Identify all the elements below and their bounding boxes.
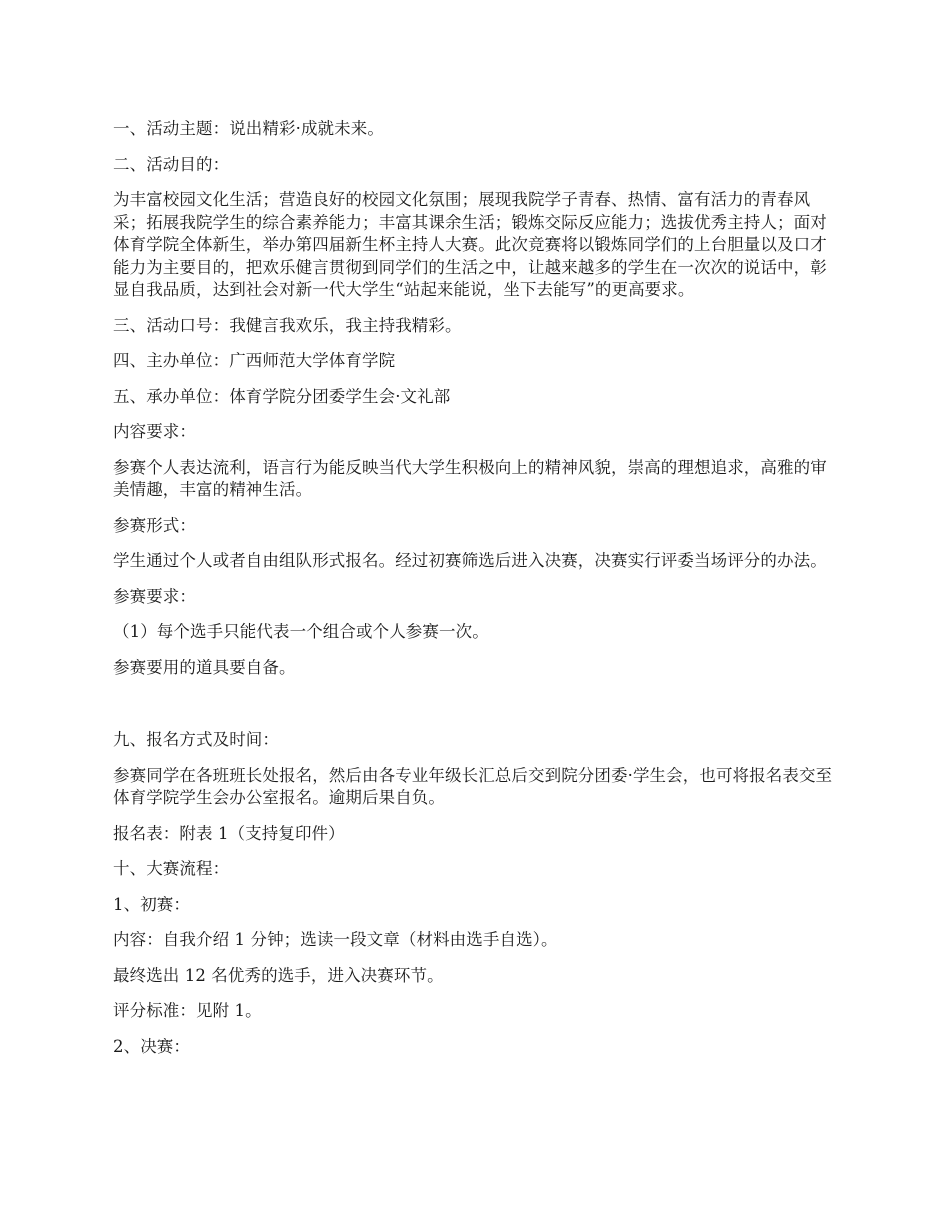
preliminary-heading: 1、初赛：	[113, 894, 190, 914]
content-requirements-paragraph: 参赛个人表达流利，语言行为能反映当代大学生积极向上的精神风貌，崇高的理想追求，高雅的审美情趣，丰富的精神生活。	[113, 457, 827, 499]
format-paragraph: 学生通过个人或者自由组队形式报名。经过初赛筛选后进入决赛，决赛实行评委当场评分的办法。	[113, 551, 827, 570]
scoring-standard: 评分标准：见附 1。	[113, 1001, 262, 1020]
host-unit-line: 五、承办单位：体育学院分团委学生会·文礼部	[113, 386, 451, 406]
purpose-heading: 二、活动目的：	[113, 154, 230, 174]
process-heading: 十、大赛流程：	[113, 859, 230, 878]
theme-line: 一、活动主题：说出精彩·成就未来。	[113, 119, 384, 138]
slogan-line: 三、活动口号：我健言我欢乐，我主持我精彩。	[113, 315, 462, 335]
preliminary-selection: 最终选出 12 名优秀的选手，进入决赛环节。	[113, 965, 444, 985]
section-gap	[113, 692, 840, 729]
registration-heading: 九、报名方式及时间：	[113, 730, 279, 749]
format-heading: 参赛形式：	[113, 515, 196, 535]
props-note: 参赛要用的道具要自备。	[113, 657, 296, 677]
registration-form-line: 报名表：附表 1（支持复印件）	[113, 823, 345, 843]
final-heading: 2、决赛：	[113, 1036, 190, 1056]
registration-paragraph: 参赛同学在各班班长处报名，然后由各专业年级长汇总后交到院分团委·学生会，也可将报名表交至体育学院学生会办公室报名。逾期后果自负。	[113, 765, 833, 807]
entry-requirements-heading: 参赛要求：	[113, 586, 196, 606]
purpose-paragraph: 为丰富校园文化生活；营造良好的校园文化氛围；展现我院学子青春、热情、富有活力的青春风采；拓展我院学生的综合素养能力；丰富其课余生活；锻炼交际反应能力；选拔优秀主持人；面对体育学院全体新生，举办第四届新生杯主持人大赛。此次竞赛将以锻炼同学们的上台胆量以及口才能力为主要目的，把欢乐健言贯彻到同学们的生活之中，让越来越多的学生在一次次的说话中，彰显自我品质，达到社会对新一代大学生“站起来能说，坐下去能写”的更高要求。	[113, 190, 827, 299]
content-requirements-heading: 内容要求：	[113, 422, 196, 441]
requirement-item-1: （1）每个选手只能代表一个组合或个人参赛一次。	[113, 622, 489, 641]
preliminary-content: 内容：自我介绍 1 分钟；选读一段文章（材料由选手自选）。	[113, 930, 558, 949]
organizer-line: 四、主办单位：广西师范大学体育学院	[113, 351, 396, 370]
